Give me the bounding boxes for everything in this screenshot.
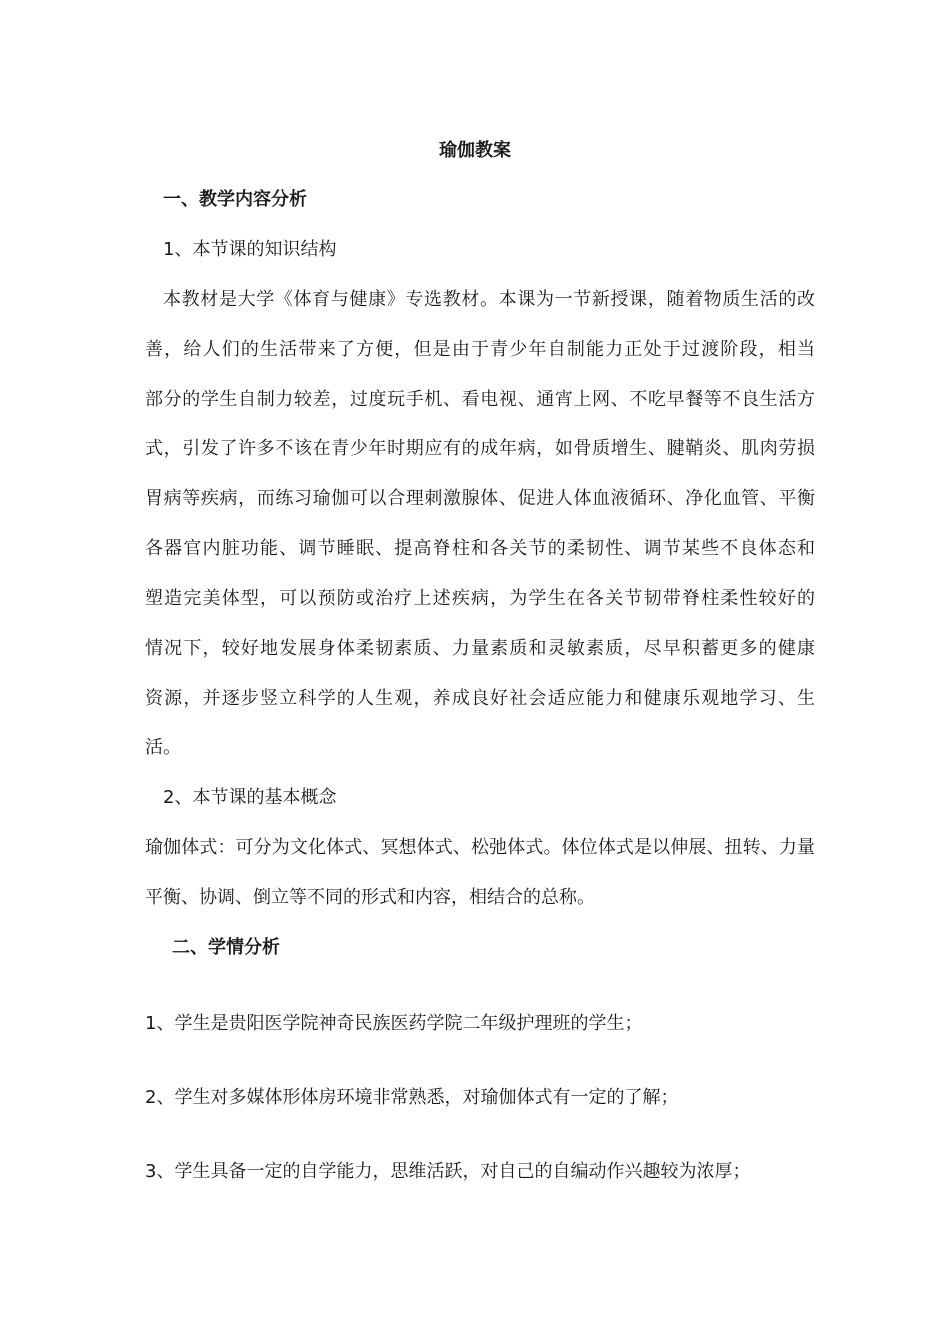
document-title: 瑜伽教案 xyxy=(439,140,511,161)
section-heading-content-analysis: 一、教学内容分析 xyxy=(163,189,307,210)
section-heading-student-analysis: 二、学情分析 xyxy=(172,937,280,958)
paragraph-line: 情况下，较好地发展身体柔韧素质、力量素质和灵敏素质，尽早积蓄更多的健康 xyxy=(145,638,815,659)
paragraph-line: 塑造完美体型，可以预防或治疗上述疾病，为学生在各关节韧带脊柱柔性较好的 xyxy=(145,588,815,609)
paragraph-line: 各器官内脏功能、调节睡眠、提高脊柱和各关节的柔韧性、调节某些不良体态和 xyxy=(145,538,815,559)
list-item: 2、学生对多媒体形体房环境非常熟悉，对瑜伽体式有一定的了解； xyxy=(145,1087,679,1108)
paragraph-line: 胃病等疾病，而练习瑜伽可以合理刺激腺体、促进人体血液循环、净化血管、平衡 xyxy=(145,488,815,509)
paragraph-line: 式，引发了许多不该在青少年时期应有的成年病，如骨质增生、腱鞘炎、肌肉劳损 xyxy=(145,438,815,459)
paragraph-line: 部分的学生自制力较差，过度玩手机、看电视、通宵上网、不吃早餐等不良生活方 xyxy=(145,389,815,410)
list-item: 3、学生具备一定的自学能力，思维活跃，对自己的自编动作兴趣较为浓厚； xyxy=(145,1161,751,1182)
paragraph-line: 平衡、协调、倒立等不同的形式和内容，相结合的总称。 xyxy=(145,887,595,908)
paragraph-line: 善，给人们的生活带来了方便，但是由于青少年自制能力正处于过渡阶段，相当 xyxy=(145,339,815,360)
paragraph-line: 本教材是大学《体育与健康》专选教材。本课为一节新授课，随着物质生活的改 xyxy=(163,289,815,310)
list-item: 1、学生是贵阳医学院神奇民族医药学院二年级护理班的学生； xyxy=(145,1013,643,1034)
paragraph-line: 瑜伽体式：可分为文化体式、冥想体式、松弛体式。体位体式是以伸展、扭转、力量 xyxy=(145,837,815,858)
subsection-heading-basic-concepts: 2、本节课的基本概念 xyxy=(163,787,337,808)
subsection-heading-knowledge-structure: 1、本节课的知识结构 xyxy=(163,239,337,260)
paragraph-line: 资源，并逐步竖立科学的人生观，养成良好社会适应能力和健康乐观地学习、生 xyxy=(145,688,815,709)
paragraph-line: 活。 xyxy=(145,737,181,758)
